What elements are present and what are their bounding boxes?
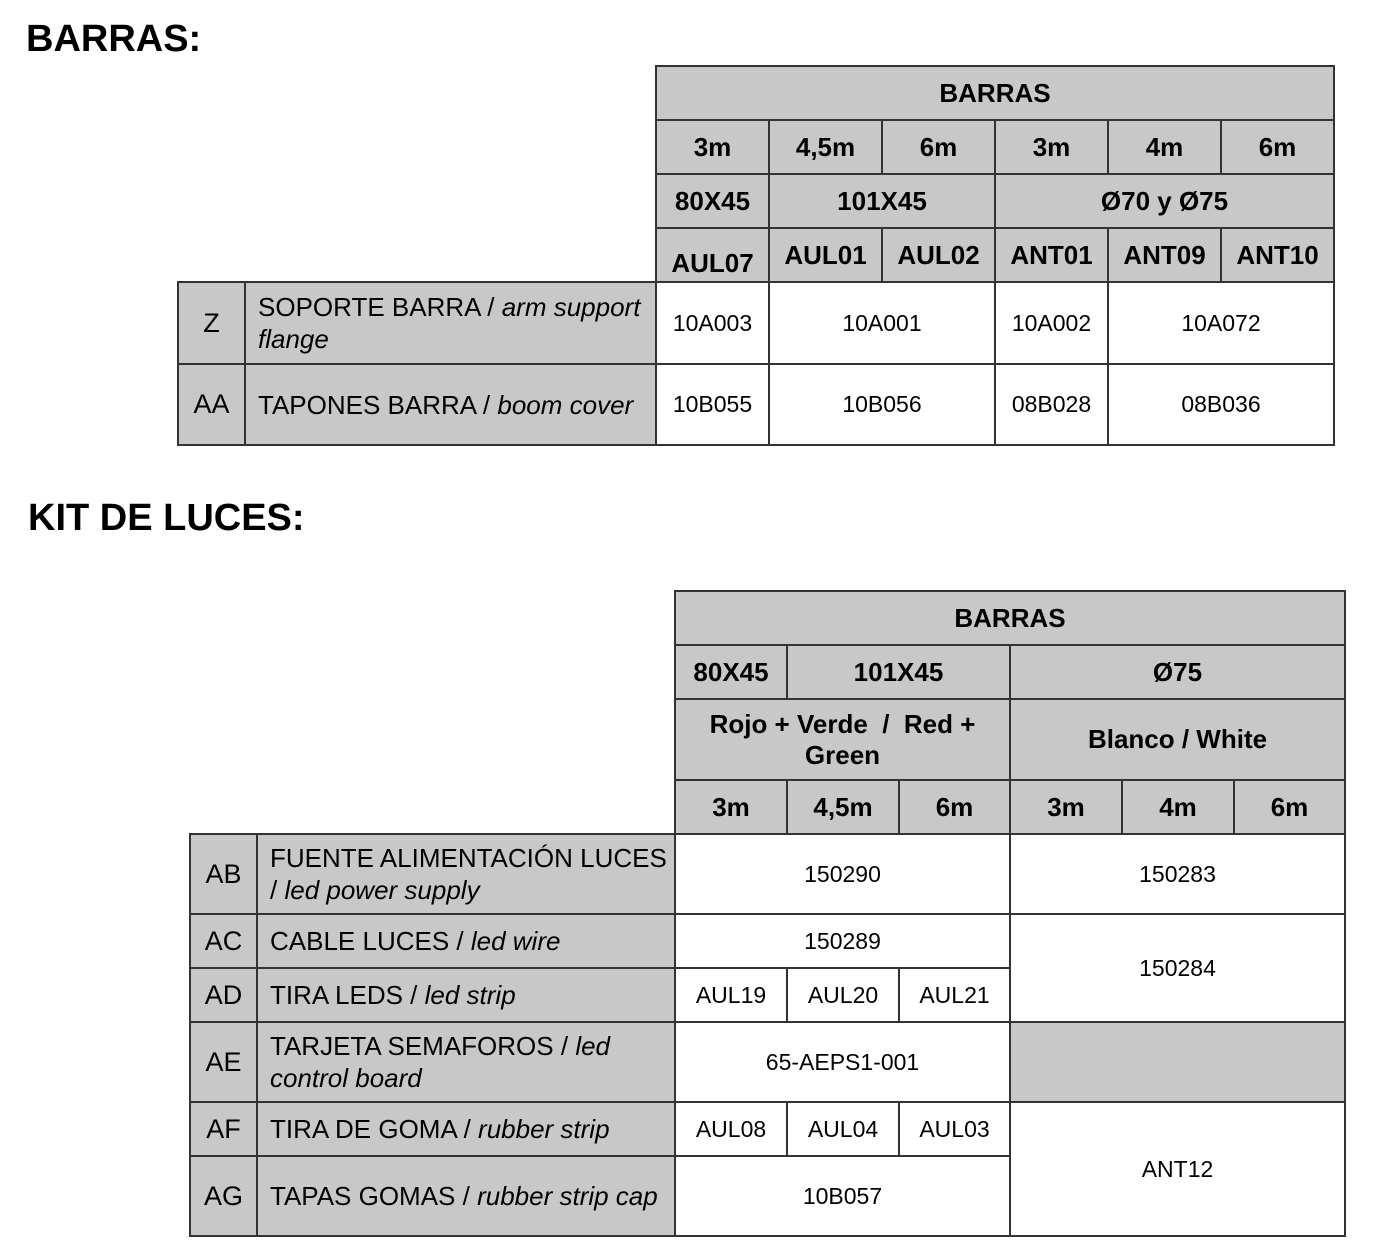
part-number: AUL03 [899, 1102, 1010, 1156]
section-title-kit-de-luces: KIT DE LUCES: [28, 497, 305, 539]
color-header: Rojo + Verde / Red + Green [675, 699, 1010, 780]
row-code: AG [190, 1156, 257, 1236]
part-number: 150284 [1010, 914, 1345, 1022]
table-row [178, 364, 1334, 445]
profile-header: 101X45 [787, 645, 1010, 699]
part-number: 10A072 [1108, 282, 1334, 364]
model-header: AUL07 [656, 228, 769, 282]
length-header: 6m [1234, 780, 1345, 834]
empty-cell [1010, 1022, 1345, 1102]
row-description [257, 968, 675, 1022]
kit-de-luces-table [189, 590, 1346, 1237]
part-number: 150283 [1010, 834, 1345, 914]
row-description [257, 1156, 675, 1236]
length-header: 3m [675, 780, 787, 834]
description-es: FUENTE ALIMENTACIÓN LUCES [270, 843, 667, 873]
description-en: led wire [470, 926, 561, 956]
length-header: 3m [995, 120, 1108, 174]
part-number: AUL04 [787, 1102, 899, 1156]
row-description [257, 914, 675, 968]
table-row [178, 282, 1334, 364]
length-header: 6m [899, 780, 1010, 834]
part-number: 10B056 [769, 364, 995, 445]
part-number: 150289 [675, 914, 1010, 968]
row-code: AD [190, 968, 257, 1022]
description-en: arm support flange [258, 292, 641, 354]
description-es: SOPORTE BARRA [258, 292, 481, 322]
description-separator: / [553, 1031, 576, 1061]
length-header: 4,5m [769, 120, 882, 174]
length-header: 6m [882, 120, 995, 174]
profile-header: 101X45 [769, 174, 995, 228]
section-title-barras: BARRAS: [26, 18, 202, 60]
description-en: rubber strip [478, 1114, 610, 1144]
description-es: TIRA LEDS [270, 980, 403, 1010]
description-es: TARJETA SEMAFOROS [270, 1031, 554, 1061]
part-number: 10B057 [675, 1156, 1010, 1236]
description-es: TAPONES BARRA [258, 389, 476, 420]
row-description [257, 1022, 675, 1102]
description-es: TIRA DE GOMA [270, 1114, 457, 1144]
description-es: CABLE LUCES [270, 926, 450, 956]
table-row [190, 1102, 1345, 1156]
row-description [245, 364, 656, 445]
description-en: boom cover [497, 389, 634, 420]
description-separator: / [402, 980, 425, 1010]
description-separator: / [455, 1181, 478, 1211]
length-header: 3m [1010, 780, 1122, 834]
profile-header: 80X45 [656, 174, 769, 228]
barras-header: BARRAS [675, 591, 1345, 645]
length-header: 3m [656, 120, 769, 174]
description-en: rubber strip cap [477, 1181, 658, 1211]
part-number: AUL20 [787, 968, 899, 1022]
profile-header: 80X45 [675, 645, 787, 699]
model-header: AUL02 [882, 228, 995, 282]
model-header: ANT10 [1221, 228, 1334, 282]
length-header: 4m [1108, 120, 1221, 174]
row-code: AC [190, 914, 257, 968]
description-en: led control board [270, 1031, 611, 1093]
part-number: 150290 [675, 834, 1010, 914]
table-row [190, 834, 1345, 914]
length-header: 4m [1122, 780, 1234, 834]
part-number: AUL08 [675, 1102, 787, 1156]
table-row [190, 914, 1345, 968]
description-en: led power supply [284, 875, 480, 905]
part-number: 10A003 [656, 282, 769, 364]
part-number: 08B028 [995, 364, 1108, 445]
profile-header: Ø75 [1010, 645, 1345, 699]
description-separator: / [480, 292, 502, 322]
table-row [190, 1022, 1345, 1102]
part-number: AUL19 [675, 968, 787, 1022]
row-description [245, 282, 656, 364]
row-code: AE [190, 1022, 257, 1102]
part-number: AUL21 [899, 968, 1010, 1022]
row-code: AF [190, 1102, 257, 1156]
barras-table [177, 65, 1335, 446]
row-code: AA [178, 364, 245, 445]
description-es: TAPAS GOMAS [270, 1181, 456, 1211]
part-number: 10A001 [769, 282, 995, 364]
row-code: Z [178, 282, 245, 364]
row-description [257, 1102, 675, 1156]
description-separator: / [449, 926, 471, 956]
row-description [257, 834, 675, 914]
model-header: ANT01 [995, 228, 1108, 282]
description-separator: / [270, 875, 285, 905]
color-header: Blanco / White [1010, 699, 1345, 780]
part-number: ANT12 [1010, 1102, 1345, 1236]
part-number: 10B055 [656, 364, 769, 445]
barras-header: BARRAS [656, 66, 1334, 120]
description-separator: / [475, 389, 498, 420]
part-number: 08B036 [1108, 364, 1334, 445]
model-header: ANT09 [1108, 228, 1221, 282]
description-en: led strip [424, 980, 516, 1010]
length-header: 6m [1221, 120, 1334, 174]
part-number: 10A002 [995, 282, 1108, 364]
description-separator: / [456, 1114, 479, 1144]
model-header: AUL01 [769, 228, 882, 282]
length-header: 4,5m [787, 780, 899, 834]
row-code: AB [190, 834, 257, 914]
part-number: 65-AEPS1-001 [675, 1022, 1010, 1102]
profile-header: Ø70 y Ø75 [995, 174, 1334, 228]
